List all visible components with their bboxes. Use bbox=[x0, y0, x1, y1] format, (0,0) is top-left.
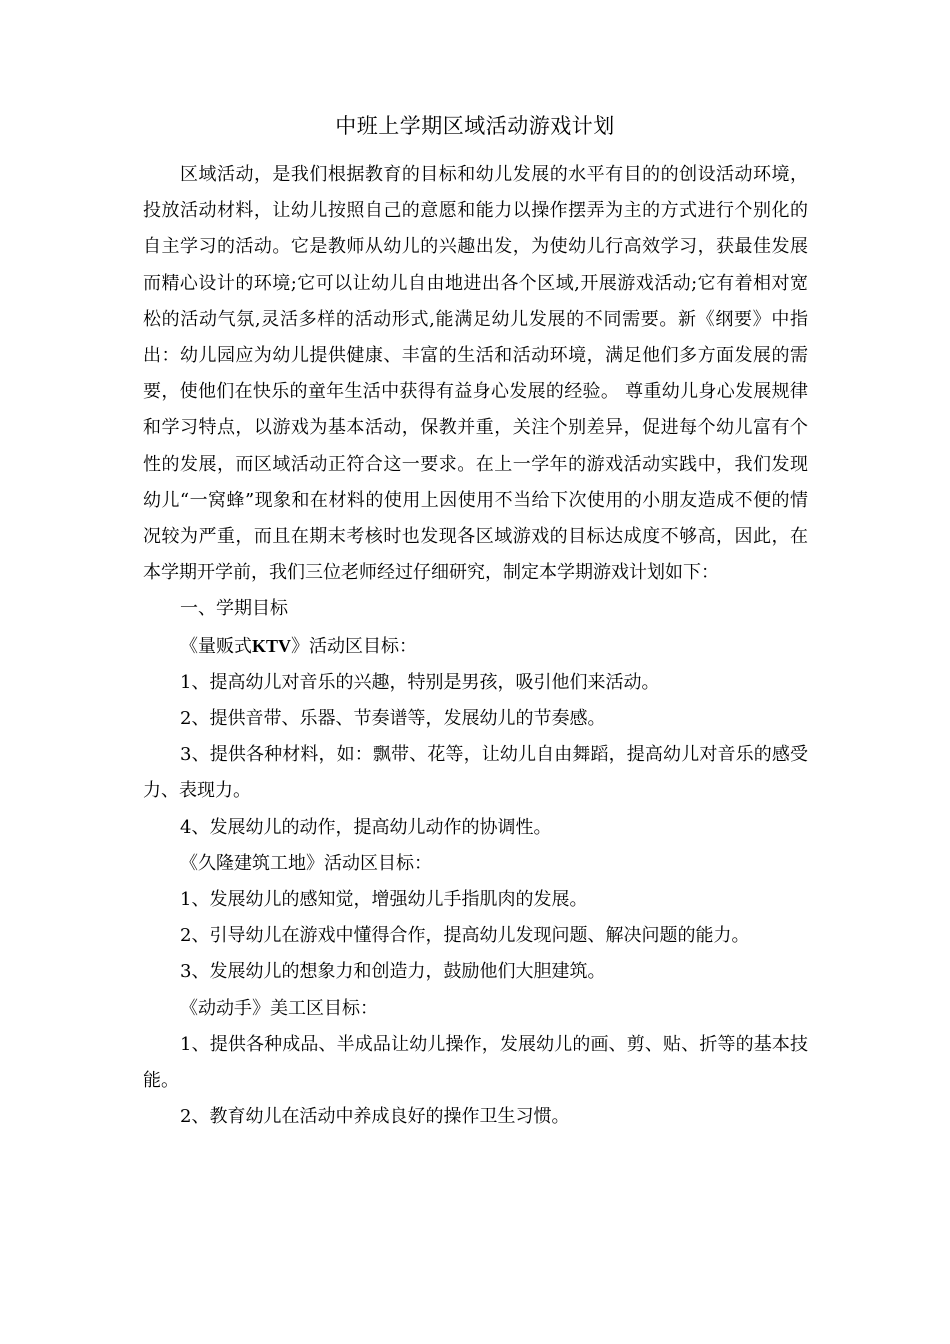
ktv-goal-item: 3、提供各种材料，如：飘带、花等，让幼儿自由舞蹈，提高幼儿对音乐的感受力、表现力。 bbox=[143, 744, 808, 802]
ktv-heading-bold: KTV bbox=[252, 635, 292, 656]
art-goal-item: 2、教育幼儿在活动中养成良好的操作卫生习惯。 bbox=[180, 1106, 570, 1128]
ktv-goal-item: 1、提高幼儿对音乐的兴趣，特别是男孩，吸引他们来活动。 bbox=[180, 671, 660, 693]
ktv-goal-item: 2、提供音带、乐器、节奏谱等，发展幼儿的节奏感。 bbox=[180, 708, 606, 730]
art-goal-item: 1、提供各种成品、半成品让幼儿操作，发展幼儿的画、剪、贴、折等的基本技能。 bbox=[143, 1033, 808, 1092]
ktv-area-heading bbox=[143, 628, 808, 665]
document-title: 中班上学期区域活动游戏计划 bbox=[335, 114, 615, 138]
construction-goal-item: 2、引导幼儿在游戏中懂得合作，提高幼儿发现问题、解决问题的能力。 bbox=[180, 925, 750, 947]
ktv-goal-item: 4、发展幼儿的动作，提高幼儿动作的协调性。 bbox=[180, 816, 552, 838]
intro-paragraph: 区域活动，是我们根据教育的目标和幼儿发展的水平有目的的创设活动环境，投放活动材料，让幼儿按照自己的意愿和能力以操作摆弄为主的方式进行个别化的自主学习的活动。它是教师从幼儿的兴趣出发，为使幼儿行高效学习，获最佳发展而精心设计的环境;它可以让幼儿自由地进出各个区域,开展游戏活动;它有着相对宽松的活动气氛,灵活多样的活动形式,能满足幼儿发展的不同需要。新《纲要》中指出：幼儿园应为幼儿提供健康、丰富的生活和活动环境，满足他们多方面发展的需要，使他们在快乐的童年生活中获得有益身心发展的经验。 尊重幼儿身心发展规律和学习特点，以游戏为基本活动，保教并重，关注个别差异，促进每个幼儿富有个性的发展，而区域活动正符合这一要求。在上一学年的游戏活动实践中，我们发现幼儿“一窝蜂”现象和在材料的使用上因使用不当给下次使用的小朋友造成不便的情况较为严重，而且在期末考核时也发现各区域游戏的目标达成度不够高，因此，在本学期开学前，我们三位老师经过仔细研究，制定本学期游戏计划如下： bbox=[143, 164, 808, 584]
construction-area-heading: 《久隆建筑工地》活动区目标： bbox=[180, 852, 432, 874]
ktv-heading-prefix: 《量贩式 bbox=[180, 635, 252, 657]
construction-goal-item: 1、发展幼儿的感知觉，增强幼儿手指肌肉的发展。 bbox=[180, 889, 588, 911]
art-area-heading: 《动动手》美工区目标： bbox=[180, 997, 378, 1019]
construction-goal-item: 3、发展幼儿的想象力和创造力，鼓励他们大胆建筑。 bbox=[180, 961, 606, 983]
ktv-heading-suffix: 》活动区目标： bbox=[291, 635, 418, 657]
section-heading-goals: 一、学期目标 bbox=[180, 598, 288, 620]
document-body bbox=[143, 157, 808, 1135]
